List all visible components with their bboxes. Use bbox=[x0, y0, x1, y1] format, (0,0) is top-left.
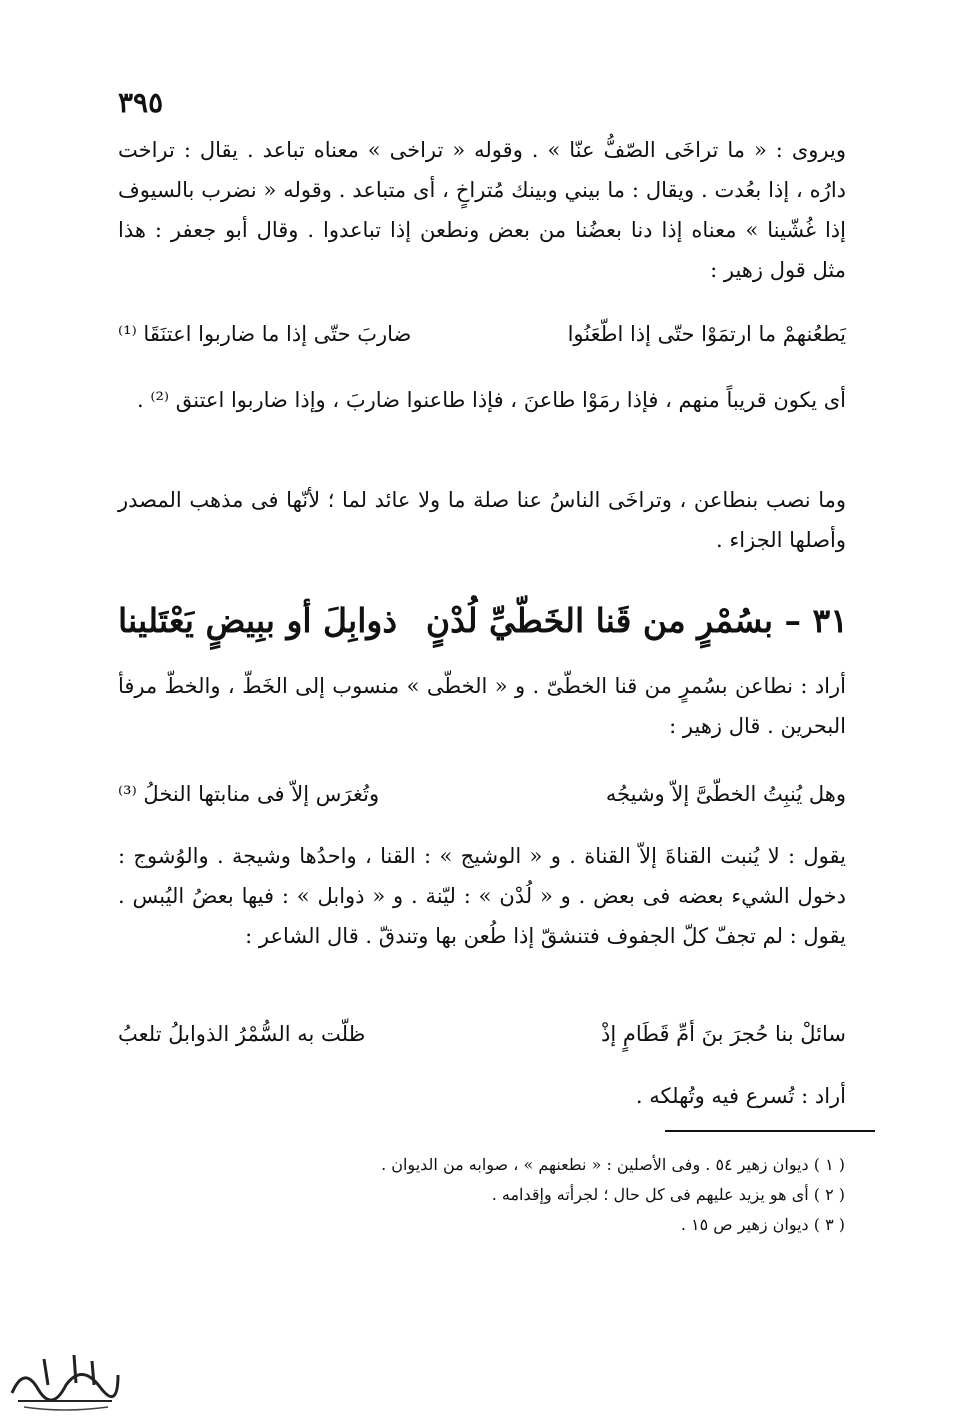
footnotes bbox=[300, 1150, 845, 1240]
verse-2-left-hemistich: وتُغرَس إلاّ فى منابتها النخلُ ⁽³⁾ bbox=[118, 782, 380, 806]
paragraph-5 bbox=[118, 836, 846, 956]
paragraph-5-text: يقول : لا يُنبت القناةَ إلاّ القناة . و « الوشيج » : القنا ، واحدُها وشيجة . والوُشوج : دخول الشيء بعضه فى بعض . و « لُدْن » : ليّنة . و « ذوابل » : فيها بعضُ اليُبس . يقول : لم تجفّ كلّ الجفوف فتنشقّ إذا طُعن بها وتندقّ . قال الشاعر : bbox=[118, 844, 846, 948]
verse-3-right-hemistich: سائلْ بنا حُجرَ بنَ أمِّ قَطَامٍ إذْ bbox=[600, 1022, 846, 1046]
paragraph-1 bbox=[118, 130, 846, 290]
verse-2-right-hemistich: وهل يُنبِتُ الخطّىَّ إلاّ وشيجُه bbox=[605, 782, 846, 806]
paragraph-6-text: أراد : تُسرع فيه وتُهلكه . bbox=[635, 1084, 846, 1108]
verse-1-left-hemistich: ضاربَ حتّى إذا ما ضاربوا اعتنَقَا ⁽¹⁾ bbox=[118, 322, 412, 346]
main-verse-left-hemistich: ذوابِلَ أو ببِيضٍ يَعْتَلينا bbox=[118, 601, 398, 640]
main-verse-right-hemistich: ٣١ – بسُمْرٍ من قَنا الخَطّيِّ لُدْنٍ bbox=[425, 601, 848, 640]
paragraph-3-text: وما نصب بنطاعن ، وتراخَى الناسُ عنا صلة ما ولا عائد لما ؛ لأنّها فى مذهب المصدر وأصلها الجزاء . bbox=[118, 488, 846, 552]
calligraphy-logo-icon bbox=[4, 1345, 124, 1415]
paragraph-6 bbox=[118, 1076, 846, 1116]
footnote-separator bbox=[665, 1130, 875, 1132]
paragraph-4-text: أراد : نطاعن بسُمرٍ من قنا الخطّىّ . و « الخطّى » منسوب إلى الخَطّ ، والخطّ مرفأ البحرين . قال زهير : bbox=[118, 674, 846, 738]
footnote-2: ( ٢ ) أى هو يزيد عليهم فى كل حال ؛ لجرأته وإقدامه . bbox=[491, 1185, 845, 1204]
verse-3 bbox=[118, 1016, 846, 1052]
verse-3-left-hemistich: ظلّت به السُّمْرُ الذوابلُ تلعبُ bbox=[118, 1022, 366, 1046]
footnote-1: ( ١ ) ديوان زهير ٥٤ . وفى الأصلين : « نطعنهم » ، صوابه من الديوان . bbox=[381, 1155, 845, 1174]
verse-1-right-hemistich: يَطعُنهمْ ما ارتمَوْا حتّى إذا اطّعَنُوا bbox=[567, 322, 846, 346]
paragraph-1-text: ويروى : « ما تراخَى الصّفُّ عنّا » . وقوله « تراخى » معناه تباعد . يقال : تراخت دارُه ، إذا بعُدت . ويقال : ما بيني وبينك مُتراخٍ ، أى متباعد . وقوله « نضرب بالسيوف إذا غُشّينا » معناه إذا دنا بعضُنا من بعض ونطعن إذا تباعدوا . وقال أبو جعفر : هذا مثل قول زهير : bbox=[118, 138, 846, 282]
calligraphy-logo bbox=[4, 1345, 124, 1415]
paragraph-2 bbox=[118, 380, 846, 420]
verse-2 bbox=[118, 776, 846, 812]
verse-1 bbox=[118, 316, 846, 352]
footnote-3: ( ٣ ) ديوان زهير ص ١٥ . bbox=[680, 1215, 845, 1234]
paragraph-2-text: أى يكون قريباً منهم ، فإذا رمَوْا طاعنَ ، فإذا طاعنوا ضاربَ ، وإذا ضاربوا اعتنق ⁽²⁾ . bbox=[136, 388, 846, 412]
paragraph-3 bbox=[118, 480, 846, 560]
page-number: ٣٩٥ bbox=[118, 86, 164, 119]
paragraph-4 bbox=[118, 666, 846, 746]
main-verse-31 bbox=[118, 596, 848, 646]
